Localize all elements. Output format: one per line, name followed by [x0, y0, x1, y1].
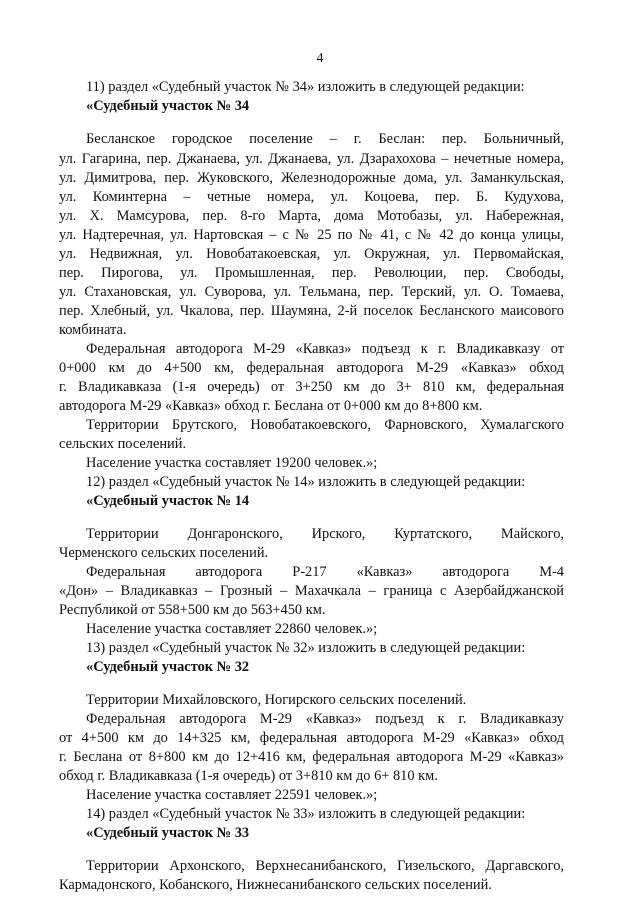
- text-line: пер. Хлебный, ул. Чкалова, пер. Шаумяна, 2-й поселок Бесланского маисового: [59, 303, 564, 319]
- text-line: Население участка составляет 22591 человек.»;: [86, 787, 378, 803]
- text-line: Территории Михайловского, Ногирского сельских поселений.: [86, 692, 467, 708]
- text-line: Черменского сельских поселений.: [59, 545, 269, 561]
- text-line: сельских поселений.: [59, 436, 187, 452]
- text-line: ул. Недвижная, ул. Новобатакоевская, ул. Окружная, ул. Первомайская,: [59, 246, 564, 262]
- text-line: автодорога М-29 «Кавказ» обход г. Беслана от 0+000 км до 8+800 км.: [59, 398, 483, 414]
- text-line: «Дон» – Владикавказ – Грозный – Махачкала – граница с Азербайджанской: [59, 583, 564, 599]
- text-line: 12) раздел «Судебный участок № 14» изложить в следующей редакции:: [86, 474, 526, 490]
- text-line: Федеральная автодорога Р-217 «Кавказ» автодорога М-4: [86, 564, 564, 580]
- text-line: Бесланское городское поселение – г. Беслан: пер. Больничный,: [86, 131, 564, 147]
- text-line: ул. Коминтерна – четные номера, ул. Коцоева, пер. Б. Кудухова,: [59, 189, 564, 205]
- text-line: ул. Гагарина, пер. Джанаева, ул. Джанаева, ул. Дзарахохова – нечетные номера,: [59, 151, 564, 167]
- text-line: ул. Димитрова, пер. Жуковского, Железнодорожные дома, ул. Заманкульская,: [59, 170, 564, 186]
- text-line: Территории Брутского, Новобатакоевского, Фарновского, Хумалагского: [86, 417, 564, 433]
- text-line: Население участка составляет 22860 человек.»;: [86, 621, 378, 637]
- text-line: Кармадонского, Кобанского, Нижнесанибанского сельских поселений.: [59, 877, 492, 893]
- text-line: Федеральная автодорога М-29 «Кавказ» подъезд к г. Владикавказу от: [86, 341, 564, 357]
- section-heading: «Судебный участок № 32: [86, 659, 250, 675]
- text-line: ул. Стахановская, ул. Суворова, ул. Тельмана, пер. Терский, ул. О. Томаева,: [59, 284, 564, 300]
- section-heading: «Судебный участок № 14: [86, 493, 250, 509]
- section-heading: «Судебный участок № 33: [86, 825, 250, 841]
- text-line: 11) раздел «Судебный участок № 34» изложить в следующей редакции:: [86, 79, 525, 95]
- text-line: г. Беслана от 8+800 км до 12+416 км, федеральная автодорога М-29 «Кавказ»: [59, 749, 564, 765]
- page-number: 4: [316, 51, 324, 66]
- text-line: ул. Х. Мамсурова, пер. 8-го Марта, дома Мотобазы, ул. Набережная,: [59, 208, 564, 224]
- text-line: Республикой от 558+500 км до 563+450 км.: [59, 602, 326, 618]
- text-line: 14) раздел «Судебный участок № 33» изложить в следующей редакции:: [86, 806, 526, 822]
- text-line: обход г. Владикавказа (1-я очередь) от 3+810 км до 6+ 810 км.: [59, 768, 438, 784]
- section-heading: «Судебный участок № 34: [86, 98, 250, 114]
- text-line: пер. Пирогова, ул. Промышленная, пер. Революции, пер. Свободы,: [59, 265, 564, 281]
- text-line: Федеральная автодорога М-29 «Кавказ» подъезд к г. Владикавказу: [86, 711, 564, 727]
- text-line: 0+000 км до 4+500 км, федеральная автодорога М-29 «Кавказ» обход: [59, 360, 564, 376]
- text-line: ул. Надтеречная, ул. Нартовская – с № 25 по № 41, с № 42 до конца улицы,: [59, 227, 564, 243]
- text-line: 13) раздел «Судебный участок № 32» изложить в следующей редакции:: [86, 640, 526, 656]
- text-line: Население участка составляет 19200 человек.»;: [86, 455, 378, 471]
- text-line: комбината.: [59, 322, 127, 338]
- text-line: Территории Архонского, Верхнесанибанского, Гизельского, Даргавского,: [86, 858, 564, 874]
- text-line: Территории Донгаронского, Ирского, Куртатского, Майского,: [86, 526, 564, 542]
- text-line: г. Владикавказа (1-я очередь) от 3+250 км до 3+ 810 км, федеральная: [59, 379, 564, 395]
- text-line: от 4+500 км до 14+325 км, федеральная автодорога М-29 «Кавказ» обход: [59, 730, 564, 746]
